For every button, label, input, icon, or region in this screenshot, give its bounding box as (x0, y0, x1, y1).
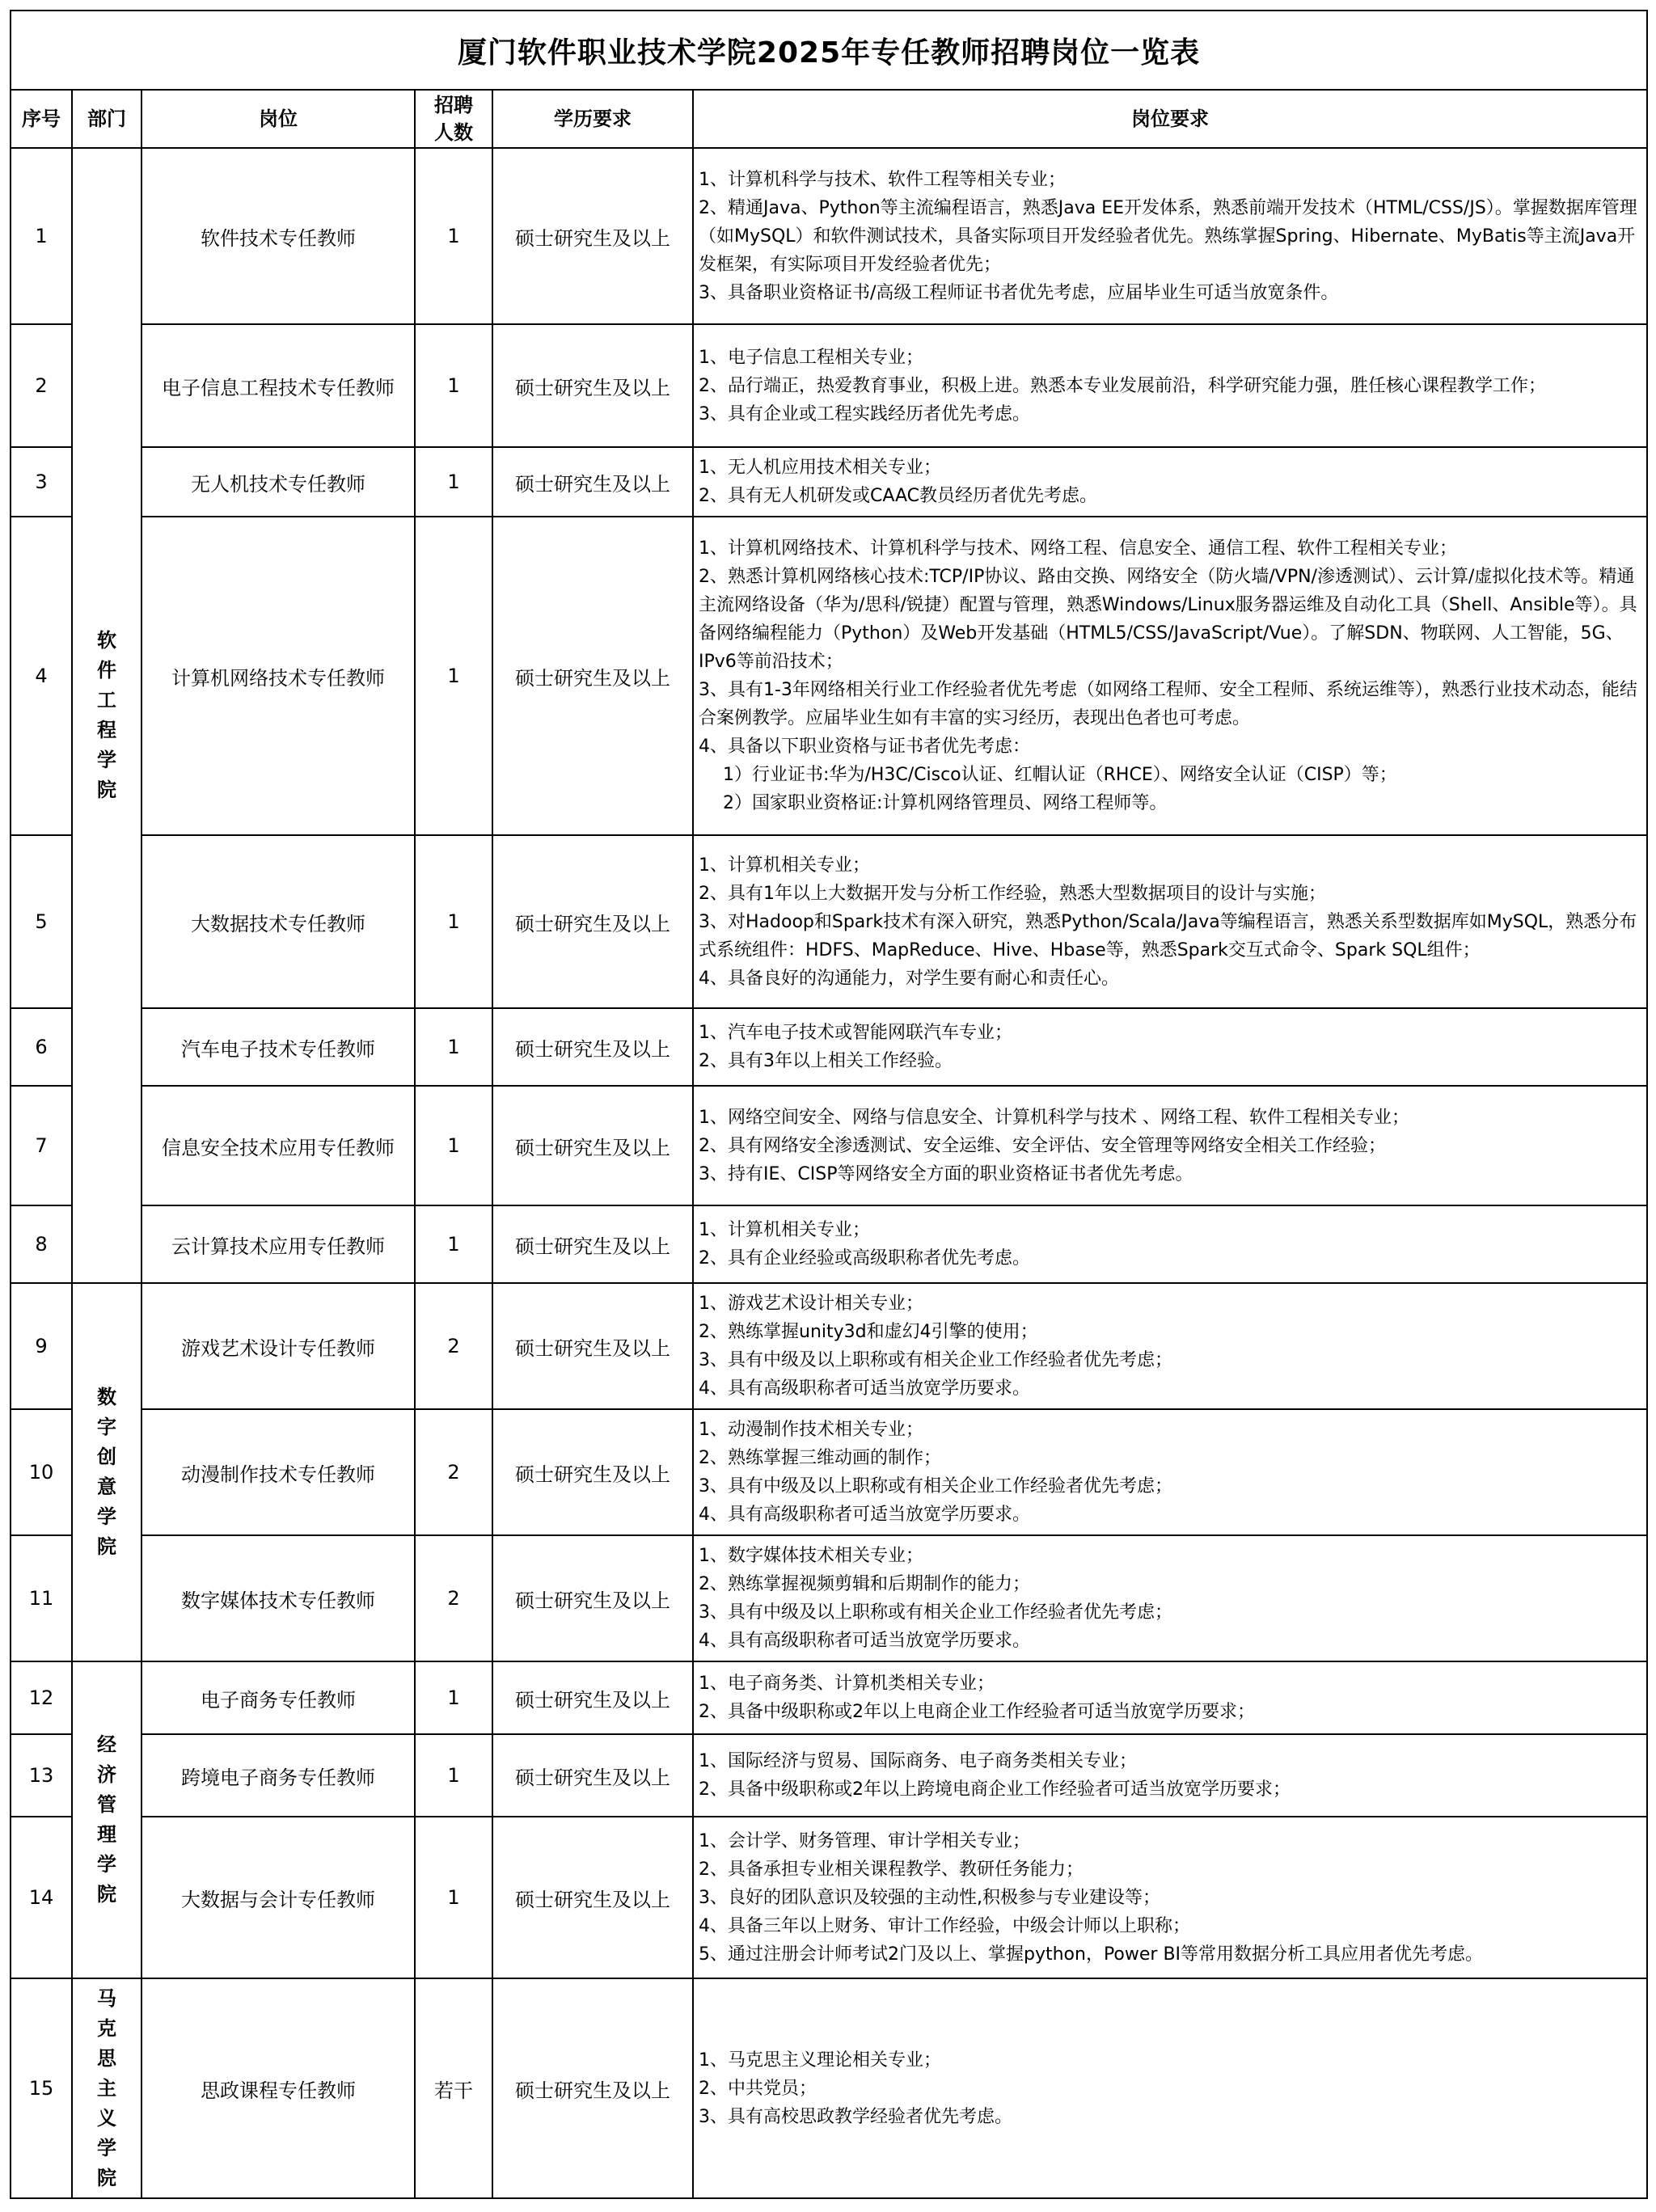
row-number: 10 (11, 1409, 72, 1535)
requirement-line: 2）国家职业资格证:计算机网络管理员、网络工程师等。 (723, 793, 1168, 813)
requirement-line: 1、国际经济与贸易、国际商务、电子商务类相关专业； (699, 1751, 1137, 1771)
table-row (11, 1205, 1647, 1283)
table-row (11, 1086, 1647, 1205)
position-name: 思政课程专任教师 (142, 1978, 415, 2198)
row-number: 15 (11, 1978, 72, 2198)
requirement-line: 2、具备中级职称或2年以上跨境电商企业工作经验者可适当放宽学历要求； (699, 1779, 1291, 1800)
headcount: 1 (415, 1205, 492, 1283)
requirement-line: 2、具备承担专业相关课程教学、教研任务能力； (699, 1859, 1084, 1880)
education-requirement: 硕士研究生及以上 (492, 447, 693, 517)
requirement-line: 1、计算机相关专业； (699, 1220, 870, 1240)
position-name: 软件技术专任教师 (142, 148, 415, 324)
requirement-line: 4、具备三年以上财务、审计工作经验，中级会计师以上职称； (699, 1915, 1190, 1936)
requirements-cell (693, 148, 1647, 324)
row-number: 1 (11, 148, 72, 324)
header-count-label: 招聘人数 (434, 94, 473, 144)
department-name: 数字创意学院 (97, 1386, 116, 1558)
requirements-cell (693, 1283, 1647, 1409)
headcount: 1 (415, 148, 492, 324)
requirement-line: 1、马克思主义理论相关专业； (699, 2049, 941, 2071)
requirement-line: 2、中共党员； (699, 2078, 817, 2099)
requirement-line: 3、良好的团队意识及较强的主动性,积极参与专业建设等； (699, 1887, 1160, 1908)
headcount: 1 (415, 1817, 492, 1978)
table-row (11, 447, 1647, 517)
table-row (11, 1734, 1647, 1817)
requirements-cell (693, 1661, 1647, 1734)
education-requirement: 硕士研究生及以上 (492, 1008, 693, 1086)
headcount: 1 (415, 1734, 492, 1817)
headcount: 1 (415, 517, 492, 835)
department-cell (72, 1283, 142, 1661)
education-requirement: 硕士研究生及以上 (492, 1409, 693, 1535)
table-row (11, 1283, 1647, 1409)
table-row (11, 517, 1647, 835)
position-name: 数字媒体技术专任教师 (142, 1535, 415, 1661)
position-name: 动漫制作技术专任教师 (142, 1409, 415, 1535)
row-number: 2 (11, 324, 72, 447)
position-name: 无人机技术专任教师 (142, 447, 415, 517)
header-position: 岗位 (142, 90, 415, 148)
requirements-cell (693, 447, 1647, 517)
table-row (11, 1535, 1647, 1661)
requirement-line: 2、熟练掌握视频剪辑和后期制作的能力； (699, 1574, 1030, 1594)
position-name: 计算机网络技术专任教师 (142, 517, 415, 835)
requirements-cell (693, 1205, 1647, 1283)
position-name: 信息安全技术应用专任教师 (142, 1086, 415, 1205)
requirement-line: 1、计算机相关专业； (699, 855, 870, 876)
headcount: 1 (415, 1008, 492, 1086)
requirement-line: 1、数字媒体技术相关专业； (699, 1546, 923, 1566)
row-number: 12 (11, 1661, 72, 1734)
requirement-line: 2、具有3年以上相关工作经验。 (699, 1051, 953, 1071)
requirement-line: 4、具备良好的沟通能力，对学生要有耐心和责任心。 (699, 968, 1119, 989)
requirement-line: 4、具有高级职称者可适当放宽学历要求。 (699, 1631, 1030, 1651)
table-row (11, 1409, 1647, 1535)
requirements-cell (693, 1978, 1647, 2198)
header-no: 序号 (11, 90, 72, 148)
table-row (11, 324, 1647, 447)
header-count (415, 90, 492, 148)
requirement-line: 2、熟练掌握三维动画的制作； (699, 1448, 941, 1468)
education-requirement: 硕士研究生及以上 (492, 1734, 693, 1817)
row-number: 6 (11, 1008, 72, 1086)
requirement-line: 3、具有企业或工程实践经历者优先考虑。 (699, 403, 1030, 424)
row-number: 9 (11, 1283, 72, 1409)
requirements-cell (693, 1008, 1647, 1086)
position-name: 大数据与会计专任教师 (142, 1817, 415, 1978)
header-requirements: 岗位要求 (693, 90, 1647, 148)
requirement-line: 3、具备职业资格证书/高级工程师证书者优先考虑，应届毕业生可适当放宽条件。 (699, 282, 1339, 303)
requirement-line: 2、具有1年以上大数据开发与分析工作经验，熟悉大型数据项目的设计与实施； (699, 883, 1326, 904)
requirement-line: 2、具有网络安全渗透测试、安全运维、安全评估、安全管理等网络安全相关工作经验； (699, 1135, 1386, 1156)
requirement-line: 1）行业证书:华为/H3C/Cisco认证、红帽认证（RHCE）、网络安全认证（CISP）等； (723, 765, 1397, 785)
position-name: 汽车电子技术专任教师 (142, 1008, 415, 1086)
requirement-line: 2、精通Java、Python等主流编程语言，熟悉Java EE开发体系，熟悉前端开发技术（HTML/CSS/JS）。掌握数据库管理（如MySQL）和软件测试技术，具备实际项目开发经验者优先。熟练掌握Spring、Hibernate、MyBatis等主流Java开发框架，有实际项目开发经验者优先； (699, 197, 1637, 275)
headcount: 若干 (415, 1978, 492, 2198)
headcount: 2 (415, 1535, 492, 1661)
header-row (11, 90, 1647, 148)
header-education: 学历要求 (492, 90, 693, 148)
position-name: 大数据技术专任教师 (142, 835, 415, 1008)
position-name: 游戏艺术设计专任教师 (142, 1283, 415, 1409)
table-row (11, 835, 1647, 1008)
requirement-line: 1、电子商务类、计算机类相关专业； (699, 1674, 995, 1694)
headcount: 2 (415, 1409, 492, 1535)
requirements-cell (693, 1535, 1647, 1661)
header-dept: 部门 (72, 90, 142, 148)
requirements-cell (693, 1409, 1647, 1535)
education-requirement: 硕士研究生及以上 (492, 1535, 693, 1661)
education-requirement: 硕士研究生及以上 (492, 1978, 693, 2198)
row-number: 11 (11, 1535, 72, 1661)
education-requirement: 硕士研究生及以上 (492, 1205, 693, 1283)
department-name: 软件工程学院 (97, 629, 116, 801)
headcount: 1 (415, 447, 492, 517)
requirements-cell (693, 324, 1647, 447)
page-title: 厦门软件职业技术学院2025年专任教师招聘岗位一览表 (11, 11, 1647, 90)
requirement-line: 3、具有高校思政教学经验者优先考虑。 (699, 2106, 1012, 2127)
headcount: 1 (415, 1086, 492, 1205)
requirement-line: 1、计算机网络技术、计算机科学与技术、网络工程、信息安全、通信工程、软件工程相关专业； (699, 538, 1458, 559)
education-requirement: 硕士研究生及以上 (492, 1283, 693, 1409)
requirement-line: 1、游戏艺术设计相关专业； (699, 1294, 923, 1314)
education-requirement: 硕士研究生及以上 (492, 148, 693, 324)
requirement-line: 3、持有IE、CISP等网络安全方面的职业资格证书者优先考虑。 (699, 1163, 1193, 1184)
requirement-line: 3、具有中级及以上职称或有相关企业工作经验者优先考虑； (699, 1350, 1172, 1370)
headcount: 1 (415, 324, 492, 447)
requirements-cell (693, 835, 1647, 1008)
position-name: 跨境电子商务专任教师 (142, 1734, 415, 1817)
education-requirement: 硕士研究生及以上 (492, 324, 693, 447)
education-requirement: 硕士研究生及以上 (492, 835, 693, 1008)
requirement-line: 4、具备以下职业资格与证书者优先考虑： (699, 737, 1030, 757)
row-number: 13 (11, 1734, 72, 1817)
row-number: 8 (11, 1205, 72, 1283)
requirement-line: 4、具有高级职称者可适当放宽学历要求。 (699, 1505, 1030, 1525)
department-name: 马克思主义学院 (97, 1986, 116, 2189)
headcount: 2 (415, 1283, 492, 1409)
requirements-cell (693, 1817, 1647, 1978)
education-requirement: 硕士研究生及以上 (492, 1817, 693, 1978)
row-number: 14 (11, 1817, 72, 1978)
table-row (11, 1978, 1647, 2198)
requirement-line: 1、会计学、财务管理、审计学相关专业； (699, 1830, 1030, 1851)
requirement-line: 1、汽车电子技术或智能网联汽车专业； (699, 1023, 1012, 1043)
education-requirement: 硕士研究生及以上 (492, 517, 693, 835)
requirement-line: 5、通过注册会计师考试2门及以上、掌握python，Power BI等常用数据分析工具应用者优先考虑。 (699, 1944, 1484, 1965)
position-name: 云计算技术应用专任教师 (142, 1205, 415, 1283)
department-cell (72, 1978, 142, 2198)
recruitment-table (10, 10, 1648, 2199)
table-row (11, 1008, 1647, 1086)
requirement-line: 3、具有中级及以上职称或有相关企业工作经验者优先考虑； (699, 1602, 1172, 1623)
requirement-line: 3、具有中级及以上职称或有相关企业工作经验者优先考虑； (699, 1476, 1172, 1496)
requirement-line: 2、品行端正，热爱教育事业，积极上进。熟悉本专业发展前沿，科学研究能力强，胜任核心课程教学工作； (699, 375, 1547, 396)
education-requirement: 硕士研究生及以上 (492, 1086, 693, 1205)
position-name: 电子商务专任教师 (142, 1661, 415, 1734)
requirement-line: 2、具备中级职称或2年以上电商企业工作经验者可适当放宽学历要求； (699, 1702, 1255, 1722)
requirement-line: 2、熟悉计算机网络核心技术:TCP/IP协议、路由交换、网络安全（防火墙/VPN/渗透测试）、云计算/虚拟化技术等。精通主流网络设备（华为/思科/锐捷）配置与管理，熟悉Windows/Linux服务器运维及自动化工具（Shell、Ansible等）。具备网络编程能力（Python）及Web开发基础（HTML5/CSS/JavaScript/Vue）。了解SDN、物联网、人工智能，5G、IPv6等前沿技术； (699, 567, 1637, 672)
requirements-cell (693, 1086, 1647, 1205)
requirement-line: 1、无人机应用技术相关专业； (699, 458, 941, 478)
requirement-line: 4、具有高级职称者可适当放宽学历要求。 (699, 1378, 1030, 1399)
requirement-line: 1、计算机科学与技术、软件工程等相关专业； (699, 169, 1066, 190)
requirement-line: 1、电子信息工程相关专业； (699, 347, 923, 368)
requirement-line: 3、具有1-3年网络相关行业工作经验者优先考虑（如网络工程师、安全工程师、系统运维等），熟悉行业技术动态，能结合案例教学。应届毕业生如有丰富的实习经历，表现出色者也可考虑。 (699, 680, 1637, 728)
requirements-cell (693, 1734, 1647, 1817)
row-number: 3 (11, 447, 72, 517)
education-requirement: 硕士研究生及以上 (492, 1661, 693, 1734)
requirement-line: 2、熟练掌握unity3d和虚幻4引擎的使用； (699, 1322, 1038, 1342)
requirement-line: 2、具有无人机研发或CAAC教员经历者优先考虑。 (699, 486, 1098, 506)
table-body (11, 148, 1647, 2198)
position-name: 电子信息工程技术专任教师 (142, 324, 415, 447)
row-number: 7 (11, 1086, 72, 1205)
headcount: 1 (415, 1661, 492, 1734)
table-row (11, 148, 1647, 324)
recruitment-sheet (10, 10, 1646, 2201)
table-row (11, 1817, 1647, 1978)
requirement-line: 3、对Hadoop和Spark技术有深入研究，熟悉Python/Scala/Java等编程语言，熟悉关系型数据库如MySQL，熟悉分布式系统组件：HDFS、MapReduce、Hive、Hbase等，熟悉Spark交互式命令、Spark SQL组件； (699, 911, 1637, 960)
department-name: 经济管理学院 (97, 1733, 116, 1906)
row-number: 5 (11, 835, 72, 1008)
row-number: 4 (11, 517, 72, 835)
requirements-cell (693, 517, 1647, 835)
headcount: 1 (415, 835, 492, 1008)
department-cell (72, 1661, 142, 1978)
requirement-line: 2、具有企业经验或高级职称者优先考虑。 (699, 1248, 1030, 1269)
requirement-line: 1、动漫制作技术相关专业； (699, 1420, 923, 1440)
department-cell (72, 148, 142, 1283)
table-row (11, 1661, 1647, 1734)
requirement-line: 1、网络空间安全、网络与信息安全、计算机科学与技术 、网络工程、软件工程相关专业； (699, 1107, 1409, 1128)
